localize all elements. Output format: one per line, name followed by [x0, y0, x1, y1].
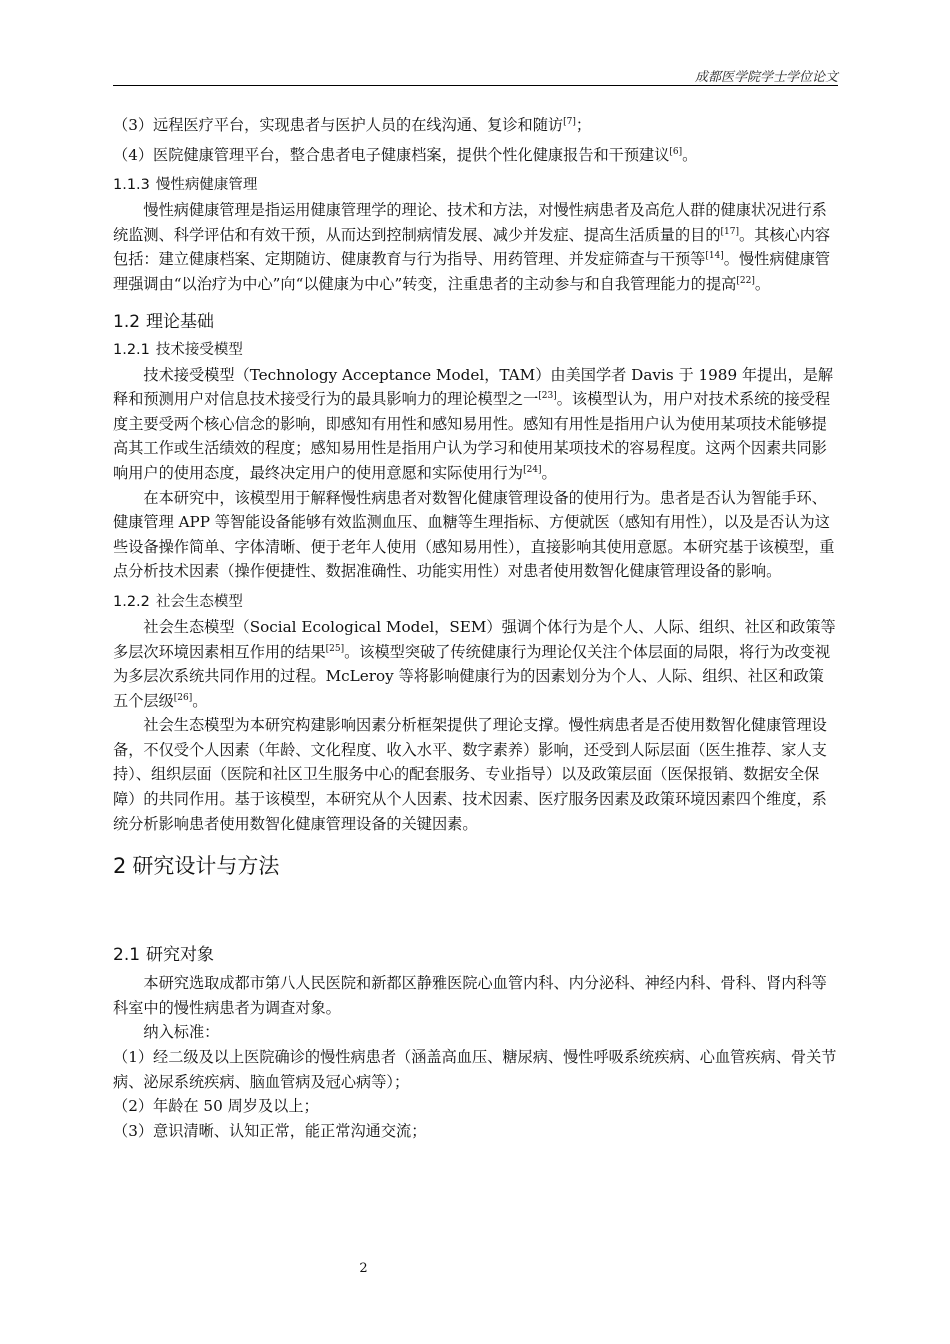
citation: [24] — [523, 464, 542, 475]
section-heading-1-2-1: 1.2.1 技术接受模型 — [113, 341, 243, 358]
criteria-item: （1）经二级及以上医院确诊的慢性病患者（涵盖高血压、糖尿病、慢性呼吸系统疾病、心血管疾病、骨关节病、泌尿系统疾病、脑血管病及冠心病等）； — [113, 1048, 837, 1091]
criteria-label: 纳入标准： — [143, 1023, 220, 1042]
page-number: 2 — [359, 1261, 368, 1276]
paragraph: 技术接受模型（Technology Acceptance Model，TAM）由美国学者 Davis 于 1989 年提出，是解释和预测用户对信息技术接受行为的最具影响力的理论模型之一[23]。该模型认为，用户对技术系统的接受程度主要受两个核心信念的影响，即感知有用性和感知易用性。感知有用性是指用户认为使用某项技术能够提高其工作或生活绩效的程度；感知易用性是指用户认为学习和使用某项技术的容易程度。这两个因素共同影响用户的使用态度，最终决定用户的使用意愿和实际使用行为[24]。 — [113, 365, 834, 482]
citation: [7] — [563, 117, 576, 127]
criteria-item: （3）意识清晰、认知正常，能正常沟通交流； — [113, 1121, 427, 1140]
list-item: （3）远程医疗平台，实现患者与医护人员的在线沟通、复诊和随访[7]； — [113, 116, 592, 134]
citation: [14] — [705, 251, 724, 262]
running-header: 成都医学院学士学位论文 — [694, 70, 838, 85]
paragraph: 社会生态模型（Social Ecological Model，SEM）强调个体行为是个人、人际、组织、社区和政策等多层次环境因素相互作用的结果[25]。该模型突破了传统健康行为理论仅关注个体层面的局限，将行为改变视为多层次系统共同作用的过程。McLeroy 等将影响健康行为的因素划分为个人、人际、组织、社区和政策五个层级[26]。 — [113, 617, 836, 710]
page-body — [113, 113, 838, 1143]
section-heading-1-1-3: 1.1.3 慢性病健康管理 — [113, 177, 258, 194]
section-heading-2-1: 2.1 研究对象 — [113, 945, 215, 966]
citation: [17] — [720, 226, 739, 237]
section-heading-1-2: 1.2 理论基础 — [113, 311, 215, 332]
citation: [23] — [538, 391, 557, 402]
citation: [26] — [173, 692, 193, 703]
paragraph: 在本研究中，该模型用于解释慢性病患者对数智化健康管理设备的使用行为。患者是否认为智能手环、健康管理 APP 等智能设备能够有效监测血压、血糖等生理指标、方便就医（感知有用性），以及是否认为这些设备操作简单、字体清晰、便于老年人使用（感知易用性），直接影响其使用意愿。本研究基于该模型，重点分析技术因素（操作便捷性、数据准确性、功能实用性）对患者使用数智化健康管理设备的影响。 — [113, 488, 835, 581]
section-heading-1-2-2: 1.2.2 社会生态模型 — [113, 593, 243, 610]
header-rule — [113, 85, 838, 86]
paragraph: 慢性病健康管理是指运用健康管理学的理论、技术和方法，对慢性病患者及高危人群的健康状况进行系统监测、科学评估和有效干预，从而达到控制病情发展、减少并发症、提高生活质量的目的[17]。其核心内容包括：建立健康档案、定期随访、健康教育与行为指导、用药管理、并发症筛查与干预等[14]。慢性病健康管理强调由“以治疗为中心”向“以健康为中心”转变，注重患者的主动参与和自我管理能力的提高[22]。 — [113, 201, 831, 293]
paragraph: 社会生态模型为本研究构建影响因素分析框架提供了理论支撑。慢性病患者是否使用数智化健康管理设备，不仅受个人因素（年龄、文化程度、收入水平、数字素养）影响，还受到人际层面（医生推荐、家人支持）、组织层面（医院和社区卫生服务中心的配套服务、专业指导）以及政策层面（医保报销、数据安全保障）的共同作用。基于该模型，本研究从个人因素、技术因素、医疗服务因素及政策环境因素四个维度，系统分析影响患者使用数智化健康管理设备的关键因素。 — [113, 716, 827, 833]
paragraph: 本研究选取成都市第八人民医院和新都区静雅医院心血管内科、内分泌科、神经内科、骨科、肾内科等科室中的慢性病患者为调查对象。 — [113, 974, 827, 1017]
citation: [25] — [325, 643, 345, 654]
citation: [6] — [669, 146, 683, 157]
list-item: （4）医院健康管理平台，整合患者电子健康档案，提供个性化健康报告和干预建议[6]。 — [113, 145, 698, 164]
chapter-heading-2: 2 研究设计与方法 — [113, 854, 280, 879]
citation: [22] — [736, 275, 755, 286]
criteria-item: （2）年龄在 50 周岁及以上； — [113, 1097, 319, 1116]
